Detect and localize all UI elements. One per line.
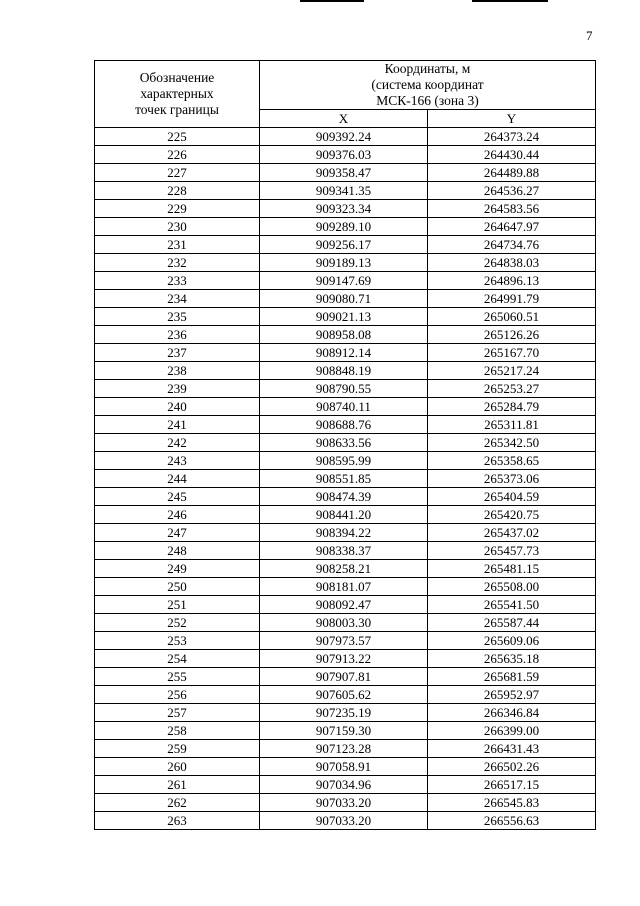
x-coordinate-cell: 908912.14 [260,344,428,362]
table-row [95,236,596,254]
points-header-line: точек границы [135,102,219,117]
top-edge-mark-right [472,0,548,2]
y-coordinate-cell: 266346.84 [428,704,596,722]
y-coordinate-cell: 264373.24 [428,128,596,146]
x-coordinate-cell: 908688.76 [260,416,428,434]
point-id-cell: 253 [95,632,260,650]
x-coordinate-cell: 909392.24 [260,128,428,146]
y-coordinate-cell: 264489.88 [428,164,596,182]
y-coordinate-cell: 265541.50 [428,596,596,614]
x-coordinate-cell: 907033.20 [260,812,428,830]
point-id-cell: 241 [95,416,260,434]
point-id-cell: 227 [95,164,260,182]
coordinates-table [94,60,596,830]
table-row [95,308,596,326]
x-coordinate-cell: 909376.03 [260,146,428,164]
point-id-cell: 258 [95,722,260,740]
x-coordinate-cell: 907033.20 [260,794,428,812]
y-coordinate-cell: 266431.43 [428,740,596,758]
table-row [95,704,596,722]
point-id-cell: 249 [95,560,260,578]
x-coordinate-cell: 908394.22 [260,524,428,542]
point-id-cell: 234 [95,290,260,308]
x-coordinate-cell: 908633.56 [260,434,428,452]
table-row [95,668,596,686]
y-coordinate-cell: 266545.83 [428,794,596,812]
y-coordinate-cell: 265635.18 [428,650,596,668]
point-id-cell: 259 [95,740,260,758]
x-coordinate-cell: 908474.39 [260,488,428,506]
point-id-cell: 245 [95,488,260,506]
y-column-header: Y [428,110,596,128]
table-row [95,200,596,218]
point-id-cell: 242 [95,434,260,452]
y-coordinate-cell: 265342.50 [428,434,596,452]
y-coordinate-cell: 265609.06 [428,632,596,650]
point-id-cell: 237 [95,344,260,362]
table-row [95,290,596,308]
points-column-header [95,61,260,128]
y-coordinate-cell: 265457.73 [428,542,596,560]
coords-header-line: Координаты, м [384,61,471,76]
y-coordinate-cell: 264838.03 [428,254,596,272]
point-id-cell: 257 [95,704,260,722]
table-row [95,560,596,578]
table-row [95,758,596,776]
table-row [95,686,596,704]
x-coordinate-cell: 908338.37 [260,542,428,560]
point-id-cell: 251 [95,596,260,614]
y-coordinate-cell: 264734.76 [428,236,596,254]
table-row [95,776,596,794]
table-row [95,578,596,596]
x-coordinate-cell: 907605.62 [260,686,428,704]
point-id-cell: 225 [95,128,260,146]
x-coordinate-cell: 909147.69 [260,272,428,290]
table-row [95,182,596,200]
table-row [95,272,596,290]
y-coordinate-cell: 265311.81 [428,416,596,434]
table-row [95,344,596,362]
y-coordinate-cell: 265420.75 [428,506,596,524]
table-body [95,128,596,830]
y-coordinate-cell: 265060.51 [428,308,596,326]
x-coordinate-cell: 908441.20 [260,506,428,524]
point-id-cell: 240 [95,398,260,416]
y-coordinate-cell: 265587.44 [428,614,596,632]
x-coordinate-cell: 907235.19 [260,704,428,722]
table-row [95,254,596,272]
y-coordinate-cell: 266556.63 [428,812,596,830]
y-coordinate-cell: 264583.56 [428,200,596,218]
point-id-cell: 260 [95,758,260,776]
y-coordinate-cell: 265373.06 [428,470,596,488]
table-row [95,650,596,668]
x-coordinate-cell: 907907.81 [260,668,428,686]
x-coordinate-cell: 907913.22 [260,650,428,668]
table-row [95,362,596,380]
y-coordinate-cell: 265404.59 [428,488,596,506]
y-coordinate-cell: 264896.13 [428,272,596,290]
point-id-cell: 236 [95,326,260,344]
y-coordinate-cell: 266517.15 [428,776,596,794]
y-coordinate-cell: 266502.26 [428,758,596,776]
point-id-cell: 229 [95,200,260,218]
table-row [95,164,596,182]
y-coordinate-cell: 265437.02 [428,524,596,542]
x-coordinate-cell: 907123.28 [260,740,428,758]
x-coordinate-cell: 908790.55 [260,380,428,398]
point-id-cell: 247 [95,524,260,542]
x-coordinate-cell: 908848.19 [260,362,428,380]
table-row [95,722,596,740]
x-coordinate-cell: 907973.57 [260,632,428,650]
y-coordinate-cell: 265217.24 [428,362,596,380]
x-coordinate-cell: 907058.91 [260,758,428,776]
x-coordinate-cell: 907159.30 [260,722,428,740]
x-coordinate-cell: 908092.47 [260,596,428,614]
table-row [95,812,596,830]
y-coordinate-cell: 264991.79 [428,290,596,308]
y-coordinate-cell: 265126.26 [428,326,596,344]
point-id-cell: 239 [95,380,260,398]
x-coordinate-cell: 909358.47 [260,164,428,182]
table-header-row [95,61,596,110]
y-coordinate-cell: 265284.79 [428,398,596,416]
table-row [95,596,596,614]
table-row [95,488,596,506]
table-row [95,416,596,434]
y-coordinate-cell: 265481.15 [428,560,596,578]
table-row [95,614,596,632]
table-row [95,218,596,236]
point-id-cell: 226 [95,146,260,164]
table-row [95,470,596,488]
point-id-cell: 254 [95,650,260,668]
point-id-cell: 243 [95,452,260,470]
x-coordinate-cell: 909289.10 [260,218,428,236]
x-coordinate-cell: 909323.34 [260,200,428,218]
y-coordinate-cell: 264647.97 [428,218,596,236]
point-id-cell: 252 [95,614,260,632]
y-coordinate-cell: 265508.00 [428,578,596,596]
table-row [95,146,596,164]
point-id-cell: 228 [95,182,260,200]
point-id-cell: 238 [95,362,260,380]
x-coordinate-cell: 908958.08 [260,326,428,344]
point-id-cell: 255 [95,668,260,686]
table-row [95,524,596,542]
table-row [95,794,596,812]
point-id-cell: 263 [95,812,260,830]
points-header-line: Обозначение [139,70,215,85]
point-id-cell: 244 [95,470,260,488]
point-id-cell: 256 [95,686,260,704]
table-row [95,542,596,560]
x-coordinate-cell: 909080.71 [260,290,428,308]
x-coordinate-cell: 908595.99 [260,452,428,470]
point-id-cell: 230 [95,218,260,236]
x-coordinate-cell: 908181.07 [260,578,428,596]
coordinates-column-header [260,61,596,110]
x-coordinate-cell: 909021.13 [260,308,428,326]
table-row [95,632,596,650]
coords-header-line: МСК-166 (зона 3) [376,93,479,108]
y-coordinate-cell: 264430.44 [428,146,596,164]
point-id-cell: 246 [95,506,260,524]
point-id-cell: 231 [95,236,260,254]
point-id-cell: 261 [95,776,260,794]
coords-header-line: (система координат [371,77,484,92]
point-id-cell: 250 [95,578,260,596]
y-coordinate-cell: 265253.27 [428,380,596,398]
x-column-header: X [260,110,428,128]
page-number: 7 [586,28,593,43]
x-coordinate-cell: 908258.21 [260,560,428,578]
point-id-cell: 235 [95,308,260,326]
y-coordinate-cell: 265167.70 [428,344,596,362]
table-row [95,128,596,146]
top-edge-mark-left [300,0,364,2]
x-coordinate-cell: 907034.96 [260,776,428,794]
y-coordinate-cell: 265952.97 [428,686,596,704]
point-id-cell: 262 [95,794,260,812]
table-row [95,452,596,470]
points-header-line: характерных [140,86,214,101]
y-coordinate-cell: 265358.65 [428,452,596,470]
table-row [95,398,596,416]
table-row [95,326,596,344]
y-coordinate-cell: 266399.00 [428,722,596,740]
x-coordinate-cell: 908551.85 [260,470,428,488]
table-row [95,380,596,398]
point-id-cell: 232 [95,254,260,272]
x-coordinate-cell: 908003.30 [260,614,428,632]
x-coordinate-cell: 909256.17 [260,236,428,254]
x-coordinate-cell: 909341.35 [260,182,428,200]
table-row [95,434,596,452]
y-coordinate-cell: 265681.59 [428,668,596,686]
table-row [95,506,596,524]
x-coordinate-cell: 909189.13 [260,254,428,272]
y-coordinate-cell: 264536.27 [428,182,596,200]
point-id-cell: 248 [95,542,260,560]
point-id-cell: 233 [95,272,260,290]
table-row [95,740,596,758]
x-coordinate-cell: 908740.11 [260,398,428,416]
